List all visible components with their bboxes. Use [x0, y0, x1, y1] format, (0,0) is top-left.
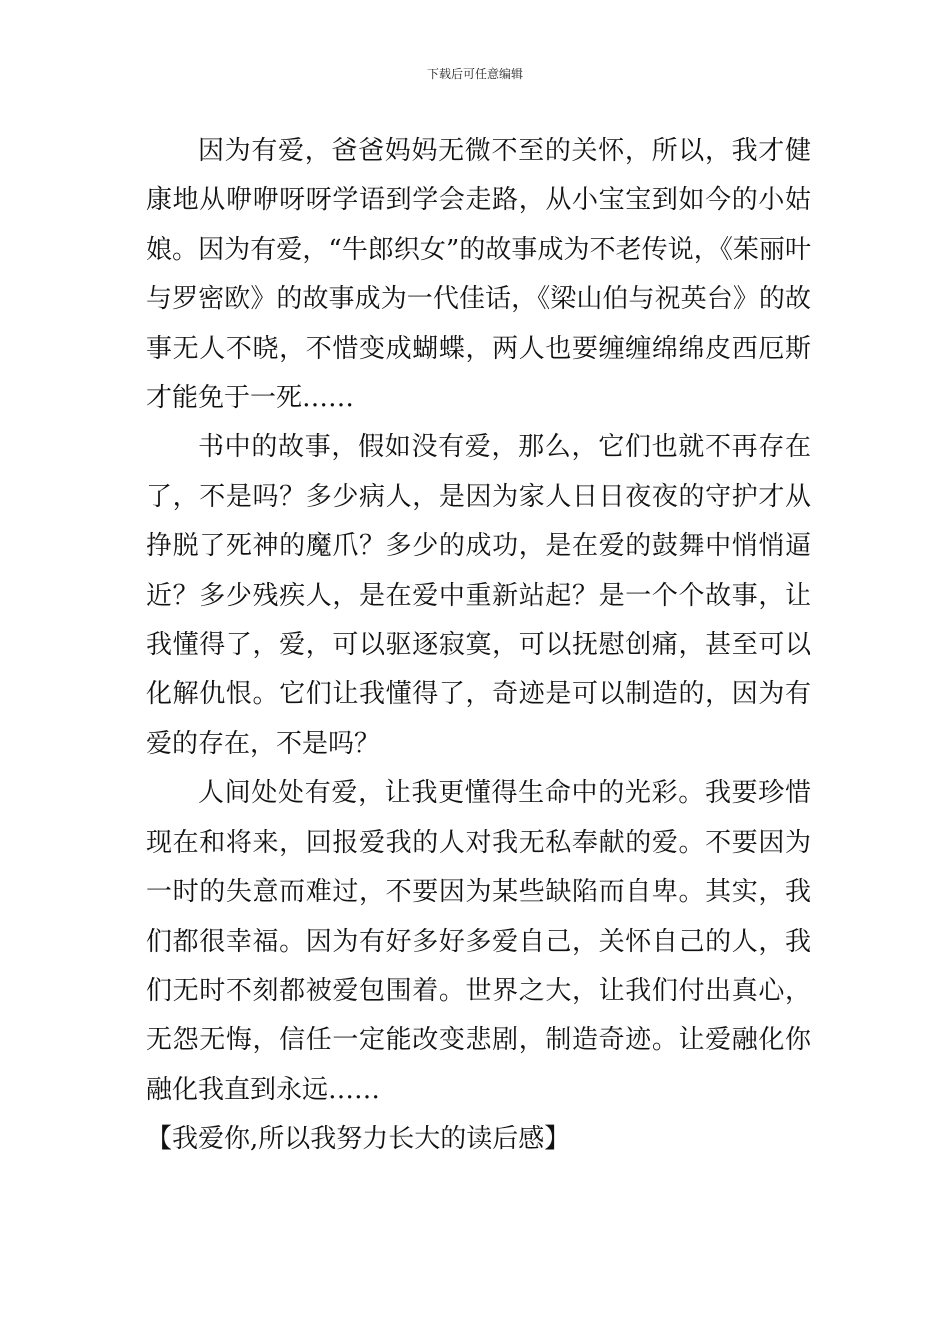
paragraph-3: 人间处处有爱，让我更懂得生命中的光彩。我要珍惜现在和将来，回报爱我的人对我无私奉献的爱。不要因为一时的失意而难过，不要因为某些缺陷而自卑。其实，我们都很幸福。因为有好多好多爱自己，关怀自己的人，我们无时不刻都被爱包围着。世界之大，让我们付出真心，无怨无悔，信任一定能改变悲剧，制造奇迹。让爱融化你融化我直到永远…… — [146, 778, 811, 1105]
section-title: 【我爱你,所以我努力长大的读后感】 — [146, 1124, 571, 1155]
document-body — [146, 127, 811, 1165]
page-header: 下载后可任意编辑 — [426, 67, 523, 81]
paragraph-2: 书中的故事，假如没有爱，那么，它们也就不再存在了，不是吗？多少病人，是因为家人日日夜夜的守护才从挣脱了死神的魔爪？多少的成功，是在爱的鼓舞中悄悄逼近？多少残疾人，是在爱中重新站起？是一个个故事，让我懂得了，爱，可以驱逐寂寞，可以抚慰创痛，甚至可以化解仇恨。它们让我懂得了，奇迹是可以制造的，因为有爱的存在，不是吗？ — [146, 432, 811, 759]
paragraph-1: 因为有爱，爸爸妈妈无微不至的关怀，所以，我才健康地从咿咿呀呀学语到学会走路，从小宝宝到如今的小姑娘。因为有爱，“牛郎织女”的故事成为不老传说，《茱丽叶与罗密欧》的故事成为一代佳话，《梁山伯与祝英台》的故事无人不晓，不惜变成蝴蝶，两人也要缠缠绵绵皮西厄斯才能免于一死…… — [146, 136, 811, 414]
